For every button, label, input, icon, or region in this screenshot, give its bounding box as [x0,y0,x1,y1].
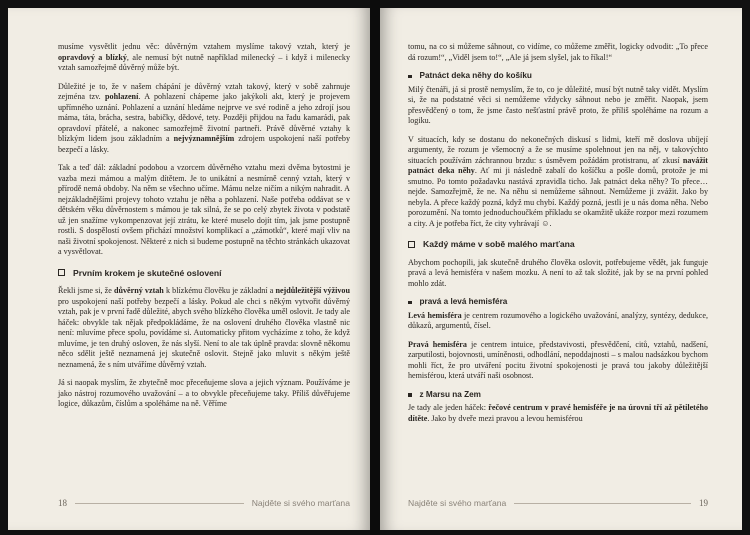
footer-rule [514,503,691,504]
left-page-footer [58,498,350,508]
paragraph: Řekli jsme si, že důvěrný vztah k blízkému člověku je základní a nejdůležitější výživou pro uspokojení naší potřeby bezpečí a lásky. Pokud ale chci s někým vytvořit důvěrný vztah, pak je v první řadě důležité, abych svého blízkého člověka uměl oslovit. Je tady ale háček: obvykle tak nějak předpokládáme, že na oslovení druhého člověka vlastně nic není: mluvíme přece spolu, povídáme si. Automaticky přitom vycházíme z toho, že když mluvíme, je ten druhý osloven, že nás slyší. Není to ale tak úplně pravda: slovně někomu něco sdělit ještě neznamená jej skutečně oslovit. Stejně jako mluvit s někým ještě neznamená, že s ním utváříme důvěrný vztah. [58,286,350,369]
page-number: 18 [58,498,67,508]
square-bullet-icon [58,269,65,276]
paragraph: Je tady ale jeden háček: řečové centrum v pravé hemisféře je na úrovni tří až pětiletého dítěte. Jako by dveře mezi pravou a levou hemisférou [408,403,709,423]
section-heading-martan: Každý máme v sobě malého marťana [408,239,708,250]
running-title: Najděte si svého marťana [251,498,350,508]
square-bullet-icon [408,241,415,248]
square-bullet-icon [408,75,412,79]
subheading-z-marsu: z Marsu na Zem [408,390,708,401]
paragraph: Důležité je to, že v našem chápání je důvěrný vztah takový, který v sobě zahrnuje zejména tzv. pohlazení. A pohlazení chápeme jako jakýkoli akt, který je projevem upřímného uznání. Pohlazení a uznání hledáme nejprve ve své rodině a jeho zdrojí jsou máma, táta, brácha, sestra, babičky, dědové, tety. Později přijdou na řadu kamarádi, pak opravdoví přátelé, a nakonec samozřejmě životní partneři. Právě důvěrné vztahy k blízkým lidem jsou základním a nejvýznamnějším zdrojem uspokojení naší potřeby bezpečí a lásky. [58,81,350,154]
section-heading-osloveni: Prvním krokem je skutečné oslovení [58,268,350,279]
paragraph: musíme vysvětlit jednu věc: důvěrným vztahem myslíme takový vztah, který je opravdový a blízký, ale nemusí být nutně například milenecký – i když i milenecky vztah samozřejmě důvěrný může být. [58,42,350,72]
square-bullet-icon [408,301,412,305]
paragraph: tomu, na co si můžeme sáhnout, co vidíme, co můžeme změřit, logicky odvodit: „To přece dá rozum!“, „Viděl jsem to!“, „Ale já jsem slyšel, jak to říkal!“ [408,42,708,62]
page-number: 19 [699,498,708,508]
subheading-patnact-deka: Patnáct deka něhy do košíku [408,71,708,82]
running-title: Najděte si svého marťana [408,498,507,508]
paragraph: Levá hemisféra je centrem rozumového a logického uvažování, analýzy, syntézy, dedukce, důkazů, argumentů, čísel. [408,310,708,330]
paragraph: Milý čtenáři, já si prostě nemyslím, že to, co je důležité, musí být nutně taky vidět. Myslím si, že na podstatné věci si nemůžeme vždycky sáhnout nebo je změřit. Naopak, jsem přesvědčený o tom, že jsme často nešťastní právě proto, že příliš spoléháme na rozum a logiku. [408,84,708,125]
square-bullet-icon [408,393,412,397]
right-page-footer [408,498,708,508]
paragraph: Abychom pochopili, jak skutečně druhého člověka oslovit, potřebujeme vědět, jak funguje pravá a levá hemisféra v našem mozku. A není to až tak složité, jak by se na první pohled mohlo zdát. [408,257,708,288]
left-page-text [58,42,350,418]
book-gutter [370,0,380,535]
paragraph: Tak a teď dál: základní podobou a vzorcem důvěrného vztahu mezi dvěma bytostmi je vazba mezi mámou a malým dítětem. Je to unikátní a nesmírně cenný vztah, který v přírodě nemá obdoby. Na něm se všechno učíme. Mámu nelze ničím a nikým nahradit. A nejzákladnějšími projevy tohoto vztahu je něha a pohlazení. Naše potřeba oddávat se v dětském věku důvěrnostem s mámou je tak silná, že se po celý zbytek života v podstatě už jen snažíme vykompenzovat její ztrátu, ke které muselo dojít tím, jak jsme postupně rostli. S dospělostí ovšem přichází množství komplikací a „zámotků“, které mají vliv na naši životní spokojenost. Některé z nich si budeme postupně na těchto stránkách ukazovat a vysvětlovat. [58,163,350,256]
right-page [380,8,742,530]
left-page [8,8,370,530]
footer-rule [75,503,244,504]
right-page-text [408,42,708,432]
paragraph: V situacích, kdy se dostanu do nekonečných diskusí s lidmi, kteří mě doslova ubíjejí argumenty, že rozum je všemocný a že se musíme spolehnout jen na něj, v takovýchto situacích používám záchrannou brzdu: s úsměvem požádám protistranu, ať zkusí navážit patnáct deka něhy. Ať mi ji následně zabalí do košíčku a pošle domů, protože je mi smutno. Po tomto požadavku nastává zpravidla ticho. Jak patnáct deka něhy? To přece… nejde. Samozřejmě, že ne. Na něhu si nemůžeme sáhnout. Nemůžeme ji zvážit. Jako by nebyla. A přece každý pozná, když mu chybí. Každý pozná, jestli je u nás doma něha. Nebo porozumění. Na tomto jednoduchoučkém příkladu se okamžitě ukáže rozpor mezi rozumem a city. A je potřeba říct, že city vyhrávají ☺. [408,134,708,228]
paragraph: Já si naopak myslím, že zbytečně moc přeceňujeme slova a jejich význam. Používáme je jako nástroj rozumového uvažování – a to obvykle přeceňujeme taky. Příliš důvěřujeme logice, důkazům, číslům a spoléháme na ně. Věříme [58,378,350,408]
subheading-hemisfera: pravá a levá hemisféra [408,297,708,308]
paragraph: Pravá hemisféra je centrem intuice, představivosti, přesvědčení, citů, vztahů, nadšení, zarputilosti, bojovnosti, umíněnosti, odhodlání, nepoddajnosti – s malou nadsázkou bychom mohli říct, že pro utváření pocitu životní spokojenosti je pravá tou jakoby důležitější hemisférou, která utváří naši osobnost. [408,339,708,380]
